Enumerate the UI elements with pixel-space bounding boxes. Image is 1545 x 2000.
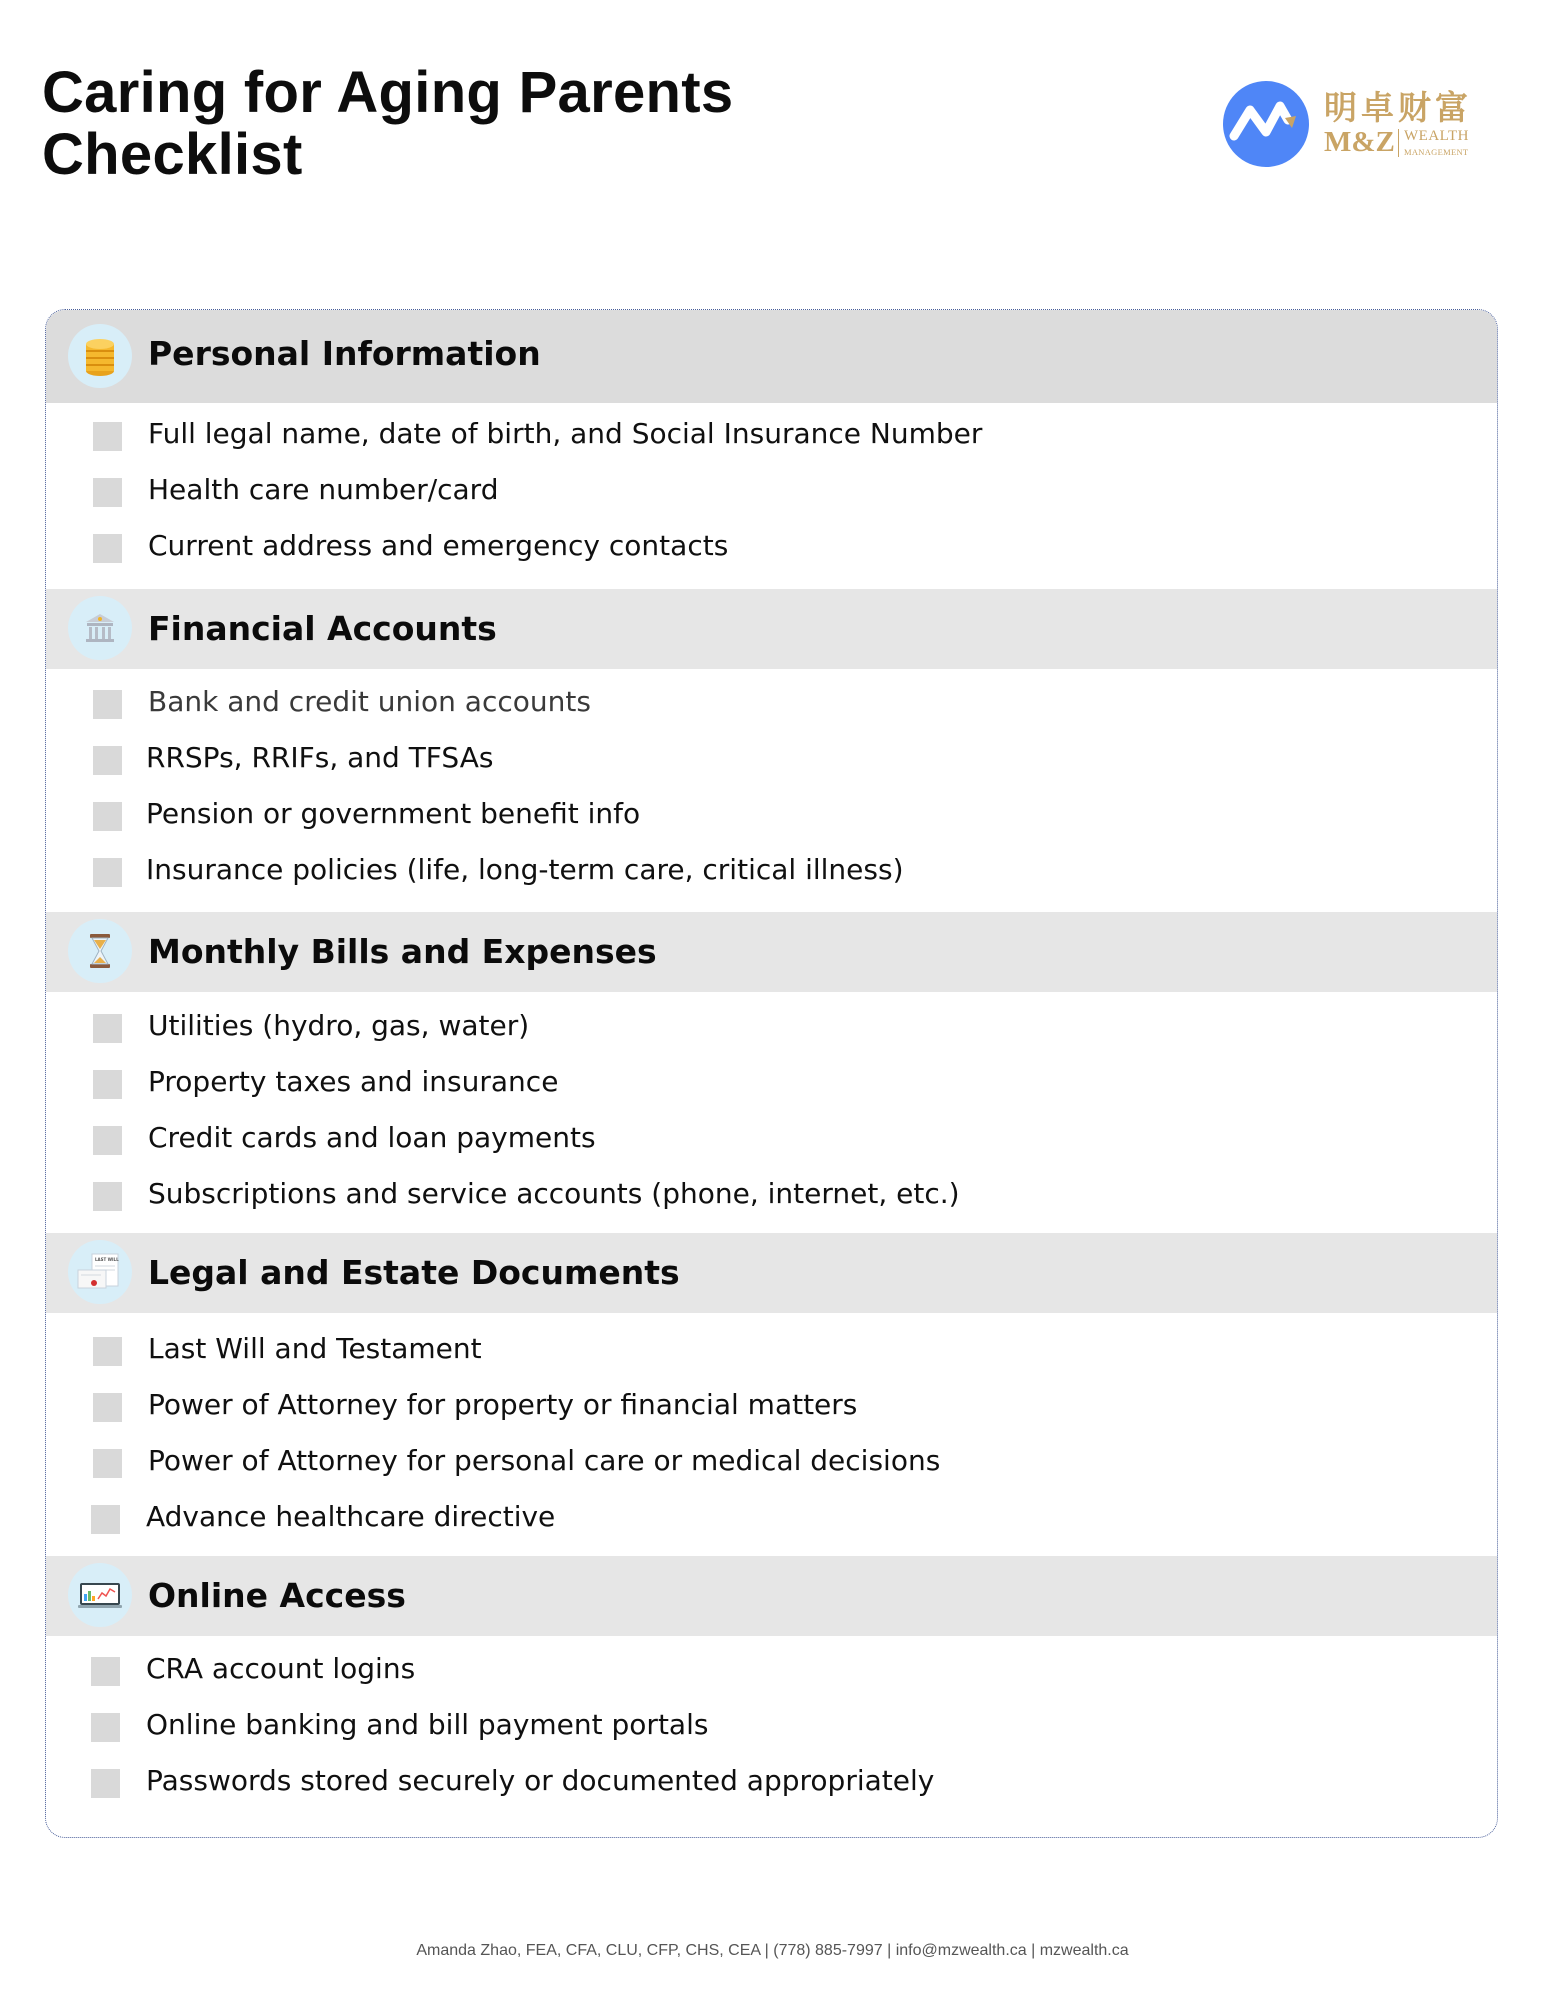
checklist-item[interactable] [46,1649,1497,1697]
logo-management-text: MANAGEMENT [1404,147,1469,157]
checklist-item[interactable] [46,1497,1497,1545]
checkbox[interactable] [93,1014,122,1043]
section-header [46,589,1497,669]
footer-contact-info: Amanda Zhao, FEA, CFA, CLU, CFP, CHS, CEA | (778) 885-7997 | info@mzwealth.ca | mzwealth.ca [416,1942,1129,1959]
checklist-item-label: CRA account logins [146,1652,416,1685]
checklist-item[interactable] [46,1761,1497,1809]
checkbox[interactable] [93,478,122,507]
checklist-item-label: RRSPs, RRIFs, and TFSAs [146,741,494,774]
checklist-item-label: Power of Attorney for property or financial matters [148,1388,858,1421]
section-title: Legal and Estate Documents [148,1253,680,1292]
mz-logo-icon [1222,80,1310,168]
checklist-item-label: Property taxes and insurance [148,1065,559,1098]
checkbox[interactable] [93,802,122,831]
checklist-item[interactable] [46,526,1497,574]
checklist-item-label: Passwords stored securely or documented appropriately [146,1764,935,1797]
coin-stack-icon [68,324,132,388]
section-header [46,912,1497,992]
checklist-item-label: Bank and credit union accounts [148,685,591,718]
checklist-item-label: Last Will and Testament [148,1332,482,1365]
checklist-item[interactable] [46,1705,1497,1753]
checkbox[interactable] [93,1337,122,1366]
section-title: Monthly Bills and Expenses [148,932,657,971]
checkbox[interactable] [93,746,122,775]
section-title: Financial Accounts [148,609,497,648]
checklist-item-label: Current address and emergency contacts [148,529,729,562]
last-will-document-icon [68,1240,132,1304]
checklist-item-label: Subscriptions and service accounts (phone, internet, etc.) [148,1177,960,1210]
checklist-card [45,309,1498,1838]
checklist-item-label: Utilities (hydro, gas, water) [148,1009,530,1042]
page-title [42,62,733,186]
checklist-item[interactable] [46,1385,1497,1433]
checklist-item[interactable] [46,1441,1497,1489]
checklist-item-label: Online banking and bill payment portals [146,1708,709,1741]
section-title: Personal Information [148,334,541,373]
section-header [46,1556,1497,1636]
section-header [46,1233,1497,1313]
hourglass-icon [68,919,132,983]
logo-chinese-name: 明卓财富 [1324,88,1472,127]
checkbox[interactable] [93,534,122,563]
checklist-item[interactable] [46,1329,1497,1377]
checklist-item[interactable] [46,738,1497,786]
laptop-dashboard-icon [68,1563,132,1627]
checkbox[interactable] [91,1769,120,1798]
checklist-item[interactable] [46,414,1497,462]
checklist-item[interactable] [46,850,1497,898]
checklist-item[interactable] [46,1118,1497,1166]
icon-last-will-text: LAST WILL [95,1257,119,1262]
checklist-item[interactable] [46,1006,1497,1054]
checklist-item-label: Pension or government benefit info [146,797,641,830]
checklist-item-label: Health care number/card [148,473,499,506]
checklist-item-label: Power of Attorney for personal care or medical decisions [148,1444,941,1477]
logo-mz-text: M&Z [1324,126,1395,158]
checklist-item[interactable] [46,1062,1497,1110]
section-title: Online Access [148,1576,406,1615]
checklist-item[interactable] [46,1174,1497,1222]
page-title-line-1: Caring for Aging Parents [42,60,734,125]
checkbox[interactable] [93,858,122,887]
checkbox[interactable] [91,1657,120,1686]
checkbox[interactable] [93,690,122,719]
checkbox[interactable] [93,1449,122,1478]
page-title-line-2: Checklist [42,122,303,187]
logo-wealth-text: WEALTH [1404,128,1469,144]
checklist-item[interactable] [46,682,1497,730]
checkbox[interactable] [93,1393,122,1422]
checklist-item-label: Credit cards and loan payments [148,1121,596,1154]
checklist-item[interactable] [46,794,1497,842]
bank-icon [68,596,132,660]
checkbox[interactable] [93,1126,122,1155]
checkbox[interactable] [91,1505,120,1534]
checkbox[interactable] [93,1070,122,1099]
checklist-item-label: Advance healthcare directive [146,1500,556,1533]
checkbox[interactable] [91,1713,120,1742]
checklist-item[interactable] [46,470,1497,518]
checklist-item-label: Full legal name, date of birth, and Social Insurance Number [148,417,983,450]
logo-divider [1398,129,1399,157]
checklist-item-label: Insurance policies (life, long-term care, critical illness) [146,853,904,886]
checkbox[interactable] [93,1182,122,1211]
section-header [46,310,1497,403]
company-logo [1222,76,1492,172]
checkbox[interactable] [93,422,122,451]
